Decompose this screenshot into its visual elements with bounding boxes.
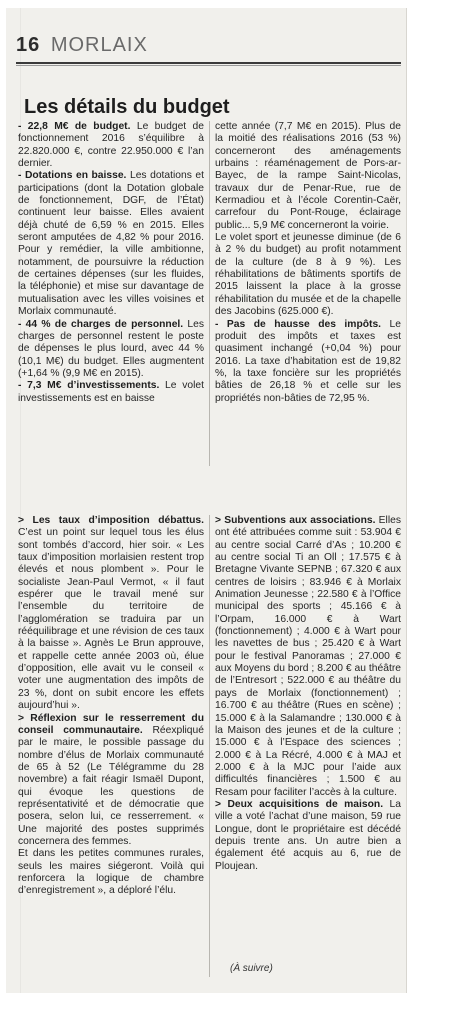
- paragraph-text: C’est un point sur lequel tous les élus sont tombés d’accord, hier soir. « Les taux d’imposition morlaisien restent trop élevés et nous plombent ». Pour le socialiste Jean-Paul Vermot, « il faut espérer que le travail mené sur l’ensemble du territoire de l’agglomération se traduira par un rééquilibrage et une révision de ces taux à la baisse ». Agnès Le Brun approuve, et rappelle cette année 2003 où, élue d’opposition, elle avait vu le conseil « voter une augmentation des impôts de 23 %, dont on subit encore les effets aujourd’hui ».: [18, 527, 204, 712]
- page-header: [16, 34, 148, 60]
- paragraph-text: Le produit des impôts et taxes est quasiment inchangé (+0,04 %) pour 2016. La taxe d’habitation est de 19,82 %, la taxe foncière sur les propriétés bâties de 26,18 % et celle sur les propriétés non-bâties de 72,95 %.: [215, 318, 401, 404]
- paragraph: [18, 170, 204, 318]
- paragraph-text: cette année (7,7 M€ en 2015). Plus de la moitié des réalisations 2016 (53 %) concerneront des aménagements urbains : réaménagement de Pors-ar-Bayec, de la rampe Saint-Nicolas, travaux dur de Penar-Rue, rue de Kermadiou et à l’école Corentin-Caër, carrefour du Pont-Rouge, éclairage public... 5,9 M€ concerneront la voirie.: [215, 121, 401, 231]
- article-column-3: [18, 515, 204, 898]
- paragraph-heading: > Deux acquisitions de maison.: [215, 798, 384, 810]
- paragraph-heading: > Les taux d’imposition débattus.: [18, 515, 204, 526]
- paragraph-text: Elles ont été attribuées comme suit : 53.904 € au centre social Carré d’As ; 10.200 € au centre social Ti an Oll ; 17.575 € à Bretagne Vivante SEPNB ; 67.320 € aux centres de loisirs ; 83.946 € à Morlaix Animation Jeunesse ; 22.580 € à l’Office municipal des sports ; 45.166 € à l’Orpam, 16.000 € à Wart (fonctionnement) ; 4.000 € à Wart pour les navettes de bus ; 25.420 € à Wart pour le festival Panoramas ; 27.000 € aux Moyens du bord ; 8.200 € au théâtre de l’Entresort ; 522.000 € au théâtre du pays de Morlaix (fonctionnement) ; 16.700 € au théâtre (Rues en scène) ; 15.000 € à la Salamandre ; 130.000 € à la Maison des jeunes et de la culture ; 15.000 € à l’Espace des sciences ; 2.000 € à La Récré, 4.000 € à MAJ et 2.000 € à la MJC pour l’aide aux difficultés financières ; 1.500 € au Resam pour faciliter l’accès à la culture.: [215, 515, 401, 798]
- paragraph: [215, 515, 401, 799]
- paragraph-heading: - 7,3 M€ d’investissements.: [18, 380, 160, 392]
- paragraph-text: Réexpliqué par le maire, le possible passage du nombre d’élus de Morlaix communauté de 65 à 52 (Le Télégramme du 28 novembre) a fait réagir Ismaël Dupont, qui évoque les questions de représentativité et de démocratie que posera, selon lui, ce resserrement. « Une majorité des postes supprimés concernera des femmes.: [18, 724, 204, 847]
- paragraph-heading: - 22,8 M€ de budget.: [18, 121, 131, 132]
- paragraph-text: Les charges de personnel restent le poste de dépenses le plus lourd, avec 44 % (10,1 M€) du budget. Elles augmentent (+1,64 % (9,9 M€ en 2015).: [18, 318, 204, 379]
- paragraph-text: Le volet sport et jeunesse diminue (de 6 à 2 % du budget) au profit notamment de la culture (de 8 à 9 %). Les réhabilitations de bâtiments sportifs de 2015 laissent la place à la grosse réhabilitation du musée et de la chapelle des Jacobins (625.000 €).: [215, 232, 401, 318]
- article-column-2: [215, 121, 401, 405]
- header-rule: [16, 62, 401, 64]
- paragraph-heading: - 44 % de charges de personnel.: [18, 318, 184, 330]
- section-name: MORLAIX: [50, 34, 148, 56]
- paragraph: [215, 232, 401, 318]
- to-be-continued-note: (À suivre): [230, 963, 273, 974]
- paragraph: [18, 319, 204, 381]
- paragraph: [18, 848, 204, 897]
- paragraph: [18, 121, 204, 170]
- paragraph: [215, 319, 401, 405]
- paragraph-text: Les dotations et participations (dont la Dotation globale de fonctionnement, DGF, de l’État) continuent leur baisse. Elles avaient déjà chuté de 6,59 % en 2015. Elles seront amputées de 4,82 % pour 2016. Pour y remédier, la ville ambitionne, notamment, de poursuivre la réduction de certaines dépenses (sur les fluides, la téléphonie) et mise sur davantage de mutualisation avec les villes voisines et Morlaix communauté.: [18, 170, 205, 318]
- article-column-4: [215, 515, 401, 873]
- paragraph-heading: - Pas de hausse des impôts.: [215, 318, 382, 330]
- paragraph-text: La ville a voté l’achat d’une maison, 59 rue Longue, dont le propriétaire est décédé depuis trente ans. Un autre bien a également été acquis au 6, rue de Ploujean.: [215, 798, 401, 872]
- header-rule-thin: [16, 65, 401, 66]
- paragraph-text: Et dans les petites communes rurales, seuls les maires siégeront. Voilà qui renforcera la logique de chambre d’enregistrement », a déploré l’élu.: [18, 848, 204, 897]
- article-title: Les détails du budget: [24, 96, 230, 118]
- column-divider-bottom: [209, 515, 210, 977]
- column-divider-top: [209, 121, 210, 466]
- paragraph-heading: > Subventions aux associations.: [215, 515, 376, 526]
- page-number: 16: [16, 34, 41, 56]
- paragraph: [18, 713, 204, 849]
- article-column-1: [18, 121, 204, 405]
- paragraph-heading: > Réflexion sur le resserrement du conseil communautaire.: [18, 712, 204, 736]
- paragraph-text: Le budget de fonctionnement 2016 s’équilibre à 22.820.000 €, contre 22.950.000 € l’an dernier.: [18, 121, 204, 170]
- paragraph-heading: - Dotations en baisse.: [18, 170, 127, 182]
- paragraph: [18, 380, 204, 405]
- paragraph-text: Le volet investissements est en baisse: [18, 380, 204, 404]
- paragraph: [215, 121, 401, 232]
- paragraph: [18, 515, 204, 713]
- paragraph: [215, 799, 401, 873]
